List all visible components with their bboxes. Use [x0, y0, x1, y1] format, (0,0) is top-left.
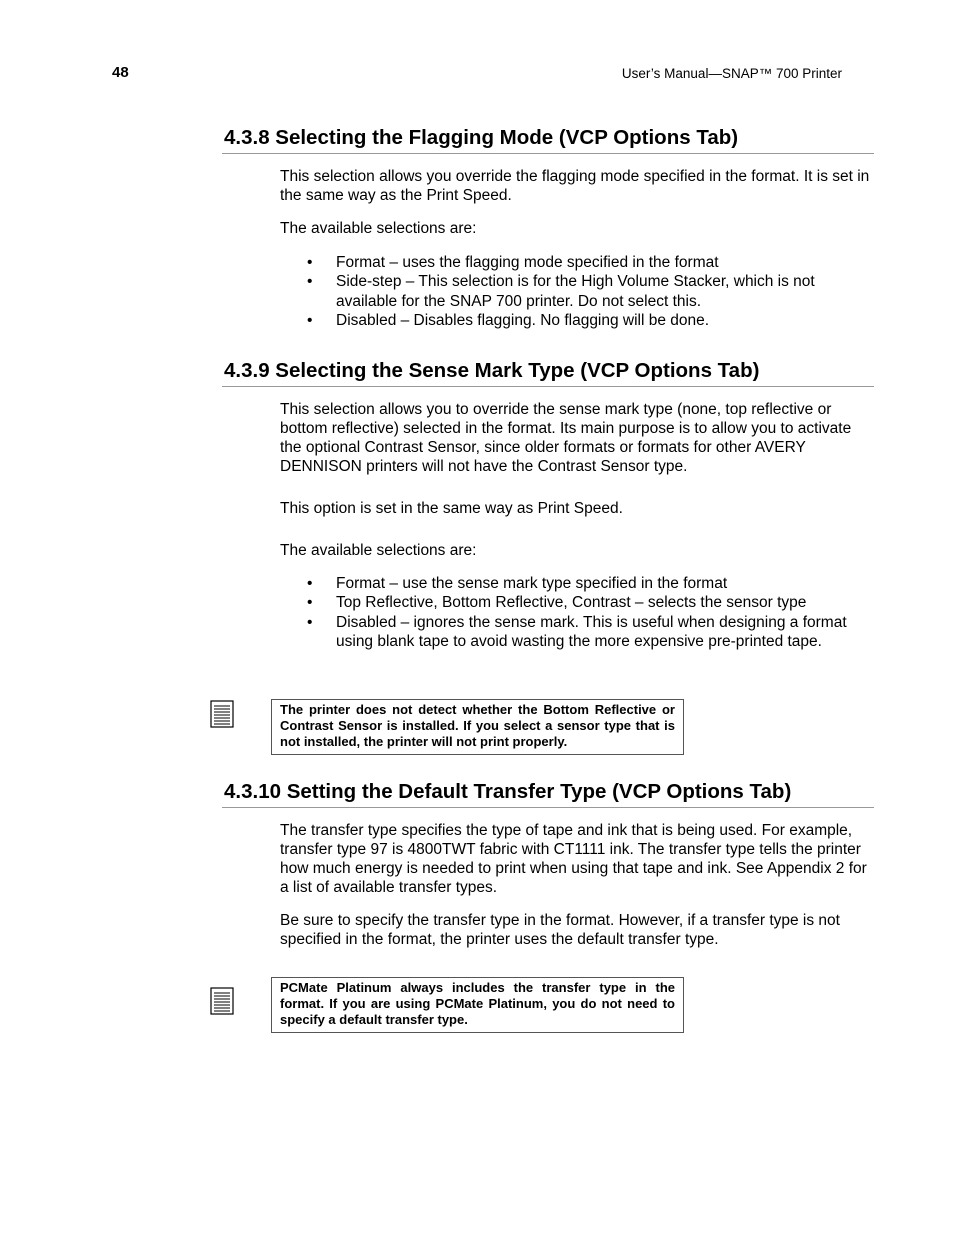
paragraph: The available selections are:	[280, 542, 477, 559]
section-heading-4-3-9: 4.3.9 Selecting the Sense Mark Type (VCP Options Tab)	[222, 358, 874, 387]
section-heading-4-3-8: 4.3.8 Selecting the Flagging Mode (VCP Options Tab)	[222, 125, 874, 154]
list-item: • Disabled – ignores the sense mark. This is useful when designing a format using blank tape to avoid wasting the more expensive pre-printed tape.	[307, 613, 847, 650]
bullet-icon: •	[307, 613, 313, 631]
paragraph: The transfer type specifies the type of tape and ink that is being used. For example, transfer type 97 is 4800TWT fabric with CT1111 ink. The transfer type tells the printer how much energy is needed to print when using that tape and ink. See Appendix 2 for a list of available transfer types.	[280, 822, 867, 896]
note-page-icon	[210, 700, 234, 728]
bullet-icon: •	[307, 594, 313, 612]
bullet-list	[280, 253, 872, 330]
list-item: • Format – use the sense mark type specified in the format	[307, 575, 728, 592]
paragraph: Be sure to specify the transfer type in the format. However, if a transfer type is not specified in the format, the printer uses the default transfer type.	[280, 912, 840, 948]
paragraph: This option is set in the same way as Print Speed.	[280, 500, 623, 517]
bullet-list	[280, 574, 872, 651]
paragraph: The available selections are:	[280, 220, 477, 237]
bullet-icon: •	[307, 311, 313, 329]
running-header: User’s Manual—SNAP™ 700 Printer	[621, 66, 842, 81]
note-box: PCMate Platinum always includes the transfer type in the format. If you are using PCMate Platinum, you do not need to specify a default transfer type.	[271, 977, 684, 1033]
paragraph: This selection allows you override the flagging mode specified in the format. It is set in the same way as the Print Speed.	[280, 168, 870, 204]
note-box: The printer does not detect whether the Bottom Reflective or Contrast Sensor is installed. If you select a sensor type that is not installed, the printer will not print properly.	[271, 699, 684, 755]
bullet-icon: •	[307, 254, 313, 271]
note-page-icon	[210, 987, 234, 1015]
bullet-icon: •	[307, 575, 313, 592]
list-item: • Top Reflective, Bottom Reflective, Contrast – selects the sensor type	[307, 594, 807, 612]
list-item: • Format – uses the flagging mode specified in the format	[307, 254, 719, 271]
page-number: 48	[112, 64, 129, 81]
section-heading-4-3-10: 4.3.10 Setting the Default Transfer Type (VCP Options Tab)	[222, 779, 874, 808]
list-item: • Side-step – This selection is for the High Volume Stacker, which is not available for the SNAP 700 printer. Do not select this.	[307, 273, 815, 310]
list-item: • Disabled – Disables flagging. No flagging will be done.	[307, 311, 710, 329]
bullet-icon: •	[307, 273, 313, 291]
paragraph: This selection allows you to override the sense mark type (none, top reflective or bottom reflective) selected in the format. Its main purpose is to allow you to activate the optional Contrast Sensor, since older formats or formats for other AVERY DENNISON printers will not have the Contrast Sensor type.	[280, 401, 852, 475]
